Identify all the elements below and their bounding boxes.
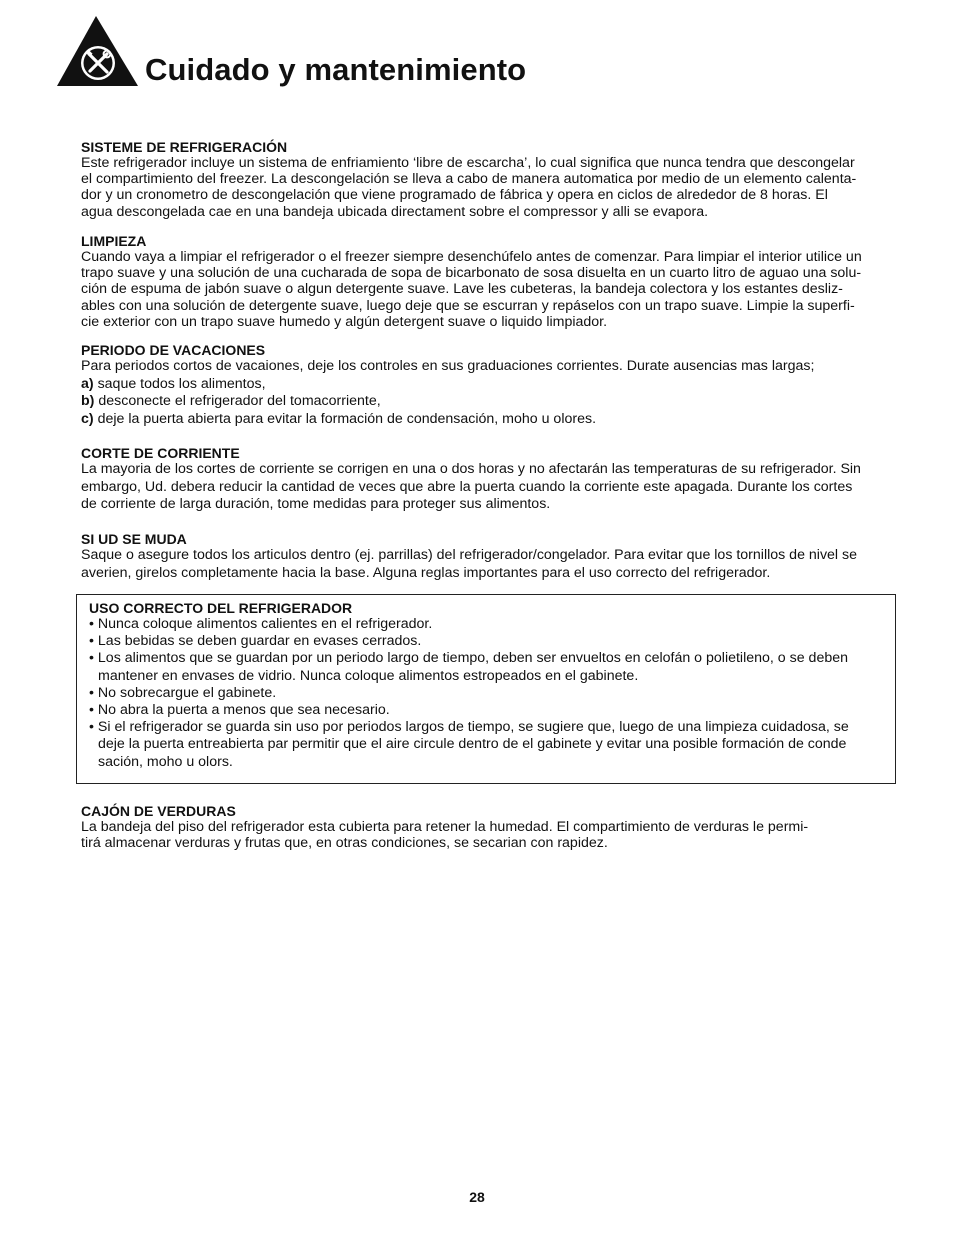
section-heading: SI UD SE MUDA [81,531,187,547]
section-heading: CORTE DE CORRIENTE [81,445,240,461]
section-verduras [81,803,901,851]
bullet-item: • No abra la puerta a menos que sea necesario. [89,702,390,719]
list-item [81,393,901,411]
page-number: 28 [469,1189,485,1205]
section-body [81,461,901,514]
text-line: La bandeja del piso del refrigerador esta cubierta para retener la humedad. El compartimiento de verduras le permi- [81,819,809,835]
section-body [81,547,901,582]
section-body [81,249,901,330]
text-line: Este refrigerador incluye un sistema de enfriamiento ‘libre de escarcha’, lo cual significa que nunca tendra que descongelar [81,155,855,171]
item-label: c) [81,410,94,427]
text-line: cie exterior con un trapo suave humedo y algún detergent suave o liquido limpiador. [81,313,608,330]
bullet-item: • No sobrecargue el gabinete. [89,684,277,701]
section-body [81,358,901,428]
uso-correcto-content [89,600,849,771]
text-line: tirá almacenar verduras y frutas que, en otras condiciones, se secarian con rapidez. [81,835,608,852]
text-line: dor y un cronometro de descongelación que viene programado de fábrica y opera en ciclos de alrededor de 8 horas. El [81,187,828,204]
item-text: deje la puerta abierta para evitar la formación de condensación, moho u olores. [93,410,597,427]
list-item [81,411,901,429]
bullet-item: • Si el refrigerador se guarda sin uso por periodos largos de tiempo, se sugiere que, luego de una limpieza cuidadosa, se [89,719,849,736]
item-label: a) [81,375,94,392]
section-heading: CAJÓN DE VERDURAS [81,803,236,819]
section-heading: SISTEME DE REFRIGERACIÓN [81,139,288,155]
page-header [56,14,656,94]
text-line: Cuando vaya a limpiar el refrigerador o el freezer siempre desenchúfelo antes de comenzar. Para limpiar el interior utilice un [81,249,862,265]
bullet-continuation: sación, moho u olors. [98,753,233,770]
text-line: La mayoria de los cortes de corriente se corrigen en una o dos horas y no afectarán las temperaturas de su refrigerador. Sin [81,461,861,477]
text-line: de corriente de larga duración, tome medidas para proteger sus alimentos. [81,496,551,512]
item-text: saque todos los alimentos, [93,375,266,392]
list-item [81,376,901,394]
section-heading: PERIODO DE VACACIONES [81,342,266,358]
section-body [81,819,901,851]
bullet-item: • Nunca coloque alimentos calientes en el refrigerador. [89,616,433,632]
text-line: agua descongelada cae en una bandeja ubicada directament sobre el compressor y alli se evapora. [81,203,709,220]
bullet-item: • Los alimentos que se guardan por un periodo largo de tiempo, deben ser envueltos en celofán o polietileno, o se deben [89,650,849,667]
text-line: el compartimiento del freezer. La descongelación se lleva a cabo de manera automatica por medio de un elemento calenta- [81,171,857,188]
page-title: Cuidado y mantenimiento [145,52,527,87]
text-line: embargo, Ud. debera reducir la cantidad de veces que abre la puerta cuando la corriente este apagada. Durante los cortes [81,478,853,495]
item-text: desconecte el refrigerador del tomacorriente, [94,393,381,409]
text-line: averien, girelos completamente hacia la base. Alguna reglas importantes para el uso correcto del refrigerador. [81,564,771,581]
text-line: ables con una solución de detergente suave, luego deje que se escurran y repáselos con un trapo suave. Limpie la superfi- [81,297,855,314]
section-muda [81,531,901,582]
section-heading: LIMPIEZA [81,233,147,249]
section-body [81,155,901,220]
text-line: Saque o asegure todos los articulos dentro (ej. parrillas) del refrigerador/congelador. Para evitar que los tornillos de nivel se [81,547,858,563]
section-limpieza [81,233,901,330]
tools-warning-icon [56,14,140,88]
text-line: Para periodos cortos de vacaiones, deje los controles en sus graduaciones corrientes. Durate ausencias mas largas; [81,358,815,374]
section-heading: USO CORRECTO DEL REFRIGERADOR [89,600,353,616]
uso-correcto-box [76,594,896,784]
text-line: ción de espuma de jabón suave o algun detergente suave. Lave les cubeteras, la bandeja colectora y los estantes desliz- [81,281,843,298]
section-corriente [81,445,901,514]
bullet-continuation: mantener en envases de vidrio. Nunca coloque alimentos estropeados en el gabinete. [98,667,639,684]
section-refrigeracion [81,139,901,220]
bullet-continuation: deje la puerta entreabierta par permitir que el aire circule dentro de el gabinete y evitar una posible formación de conde [98,736,847,753]
item-label: b) [81,393,95,409]
text-line: trapo suave y una solución de una cucharada de sopa de bicarbonato de sosa disuelta en un cuarto litro de aguao una solu- [81,265,862,282]
bullet-item: • Las bebidas se deben guardar en evases cerrados. [89,633,422,650]
section-vacaciones [81,342,901,428]
